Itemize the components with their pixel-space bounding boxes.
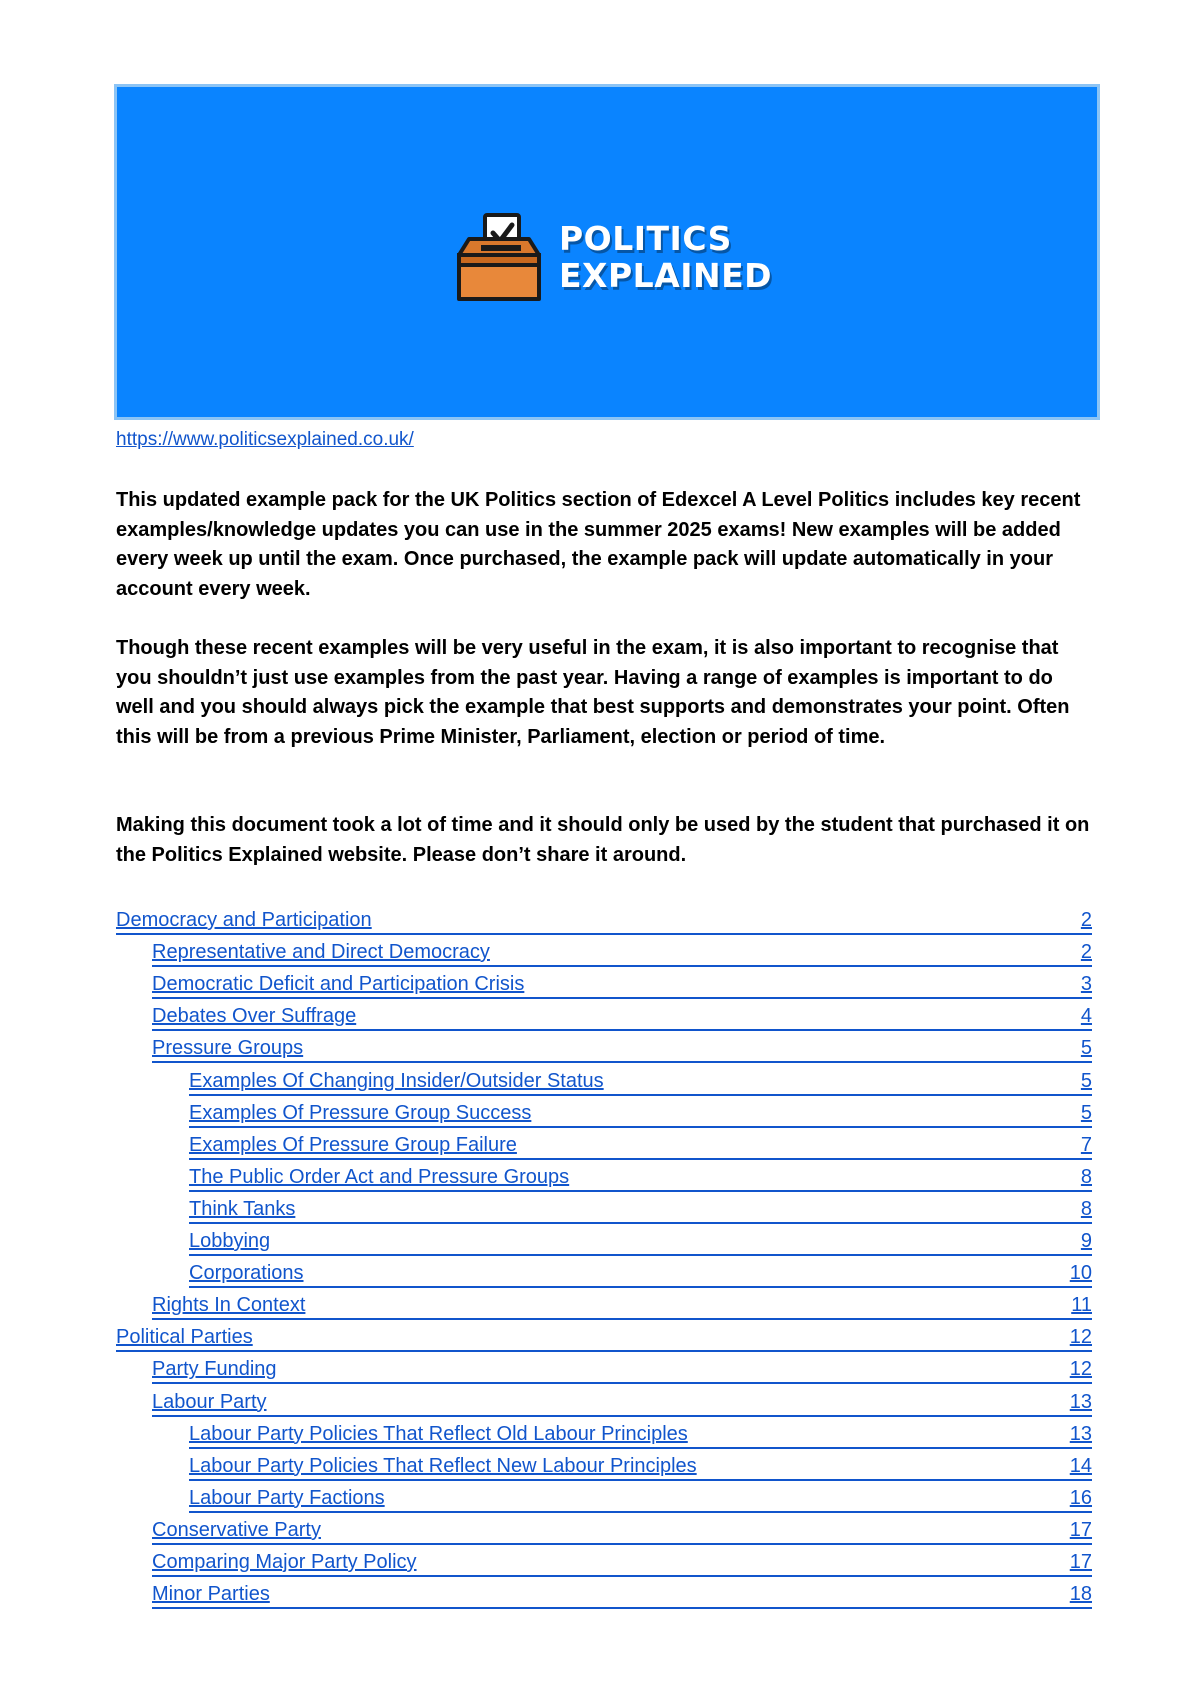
toc-entry-title: Comparing Major Party Policy: [152, 1551, 417, 1573]
toc-entry-page: 8: [1080, 1197, 1092, 1220]
toc-entry-title: Democracy and Participation: [116, 909, 372, 931]
toc-entry[interactable]: [116, 1321, 1092, 1352]
toc-entry-title: Debates Over Suffrage: [152, 1005, 357, 1028]
toc-entry-page: 5: [1080, 1037, 1092, 1060]
toc-entry-page: 13: [1069, 1422, 1092, 1445]
toc-entry-page: 16: [1069, 1486, 1092, 1509]
toc-entry[interactable]: [152, 968, 1092, 999]
toc-entry-page: 12: [1069, 1326, 1092, 1349]
toc-entry-page: 9: [1080, 1230, 1092, 1252]
toc-entry[interactable]: [189, 1418, 1092, 1449]
toc-entry-page: 2: [1080, 941, 1092, 964]
toc-entry-title: Labour Party Policies That Reflect Old Labour Principles: [189, 1422, 688, 1445]
toc-entry-title: Examples Of Changing Insider/Outsider Status: [189, 1069, 604, 1092]
toc-entry-page: 17: [1069, 1551, 1092, 1573]
toc-entry[interactable]: [189, 1097, 1092, 1128]
toc-entry-title: Corporations: [189, 1262, 304, 1285]
toc-entry-page: 18: [1069, 1583, 1092, 1606]
toc-entry[interactable]: [189, 1129, 1092, 1160]
toc-entry[interactable]: [152, 1514, 1092, 1545]
ballot-box-icon: [453, 211, 545, 303]
toc-entry-title: Democratic Deficit and Participation Crisis: [152, 973, 525, 996]
toc-entry[interactable]: [152, 1289, 1092, 1320]
toc-entry[interactable]: [189, 1257, 1092, 1288]
toc-entry[interactable]: [116, 904, 1092, 935]
toc-entry-title: Labour Party Factions: [189, 1486, 385, 1509]
toc-entry[interactable]: [152, 1000, 1092, 1031]
toc-entry[interactable]: [152, 1353, 1092, 1384]
toc-entry[interactable]: [189, 1065, 1092, 1096]
logo-line-2: EXPLAINED: [559, 256, 773, 295]
toc-entry-page: 8: [1080, 1165, 1092, 1188]
toc-entry-page: 5: [1080, 1069, 1092, 1092]
toc-entry[interactable]: [189, 1225, 1092, 1256]
toc-entry-page: 11: [1071, 1294, 1092, 1317]
toc-entry-page: 4: [1080, 1005, 1092, 1028]
toc-entry-title: Conservative Party: [152, 1518, 321, 1541]
toc-entry-title: Labour Party: [152, 1390, 267, 1413]
site-logo[interactable]: [453, 211, 772, 303]
toc-entry[interactable]: [189, 1482, 1092, 1513]
toc-entry-title: Political Parties: [116, 1326, 253, 1349]
toc-entry-page: 5: [1080, 1101, 1092, 1124]
advice-paragraph: Though these recent examples will be very useful in the exam, it is also important to recognise that you shouldn’t just use examples from the past year. Having a range of examples is important to do well and you should always pick the example that best supports and demonstrates your point. Often this will be from a previous Prime Minister, Parliament, election or period of time.: [116, 637, 1070, 748]
toc-entry-title: Examples Of Pressure Group Failure: [189, 1133, 517, 1156]
toc-entry-title: Pressure Groups: [152, 1037, 304, 1060]
toc-entry[interactable]: [189, 1450, 1092, 1481]
toc-entry[interactable]: [152, 1386, 1092, 1417]
toc-entry[interactable]: [152, 936, 1092, 967]
header-banner: [114, 84, 1100, 420]
toc-entry-page: 10: [1069, 1262, 1092, 1285]
toc-entry-title: The Public Order Act and Pressure Groups: [189, 1165, 570, 1188]
toc-entry-title: Rights In Context: [152, 1294, 306, 1317]
toc-entry-page: 12: [1069, 1358, 1092, 1381]
toc-entry-title: Representative and Direct Democracy: [152, 941, 490, 964]
notice-paragraph: Making this document took a lot of time and it should only be used by the student that purchased it on the Politics Explained website. Please don’t share it around.: [116, 814, 1090, 866]
toc-entry-page: 3: [1080, 973, 1092, 996]
toc-entry[interactable]: [152, 1546, 1092, 1577]
toc-entry-page: 2: [1080, 909, 1092, 931]
toc-entry-title: Examples Of Pressure Group Success: [189, 1101, 532, 1124]
toc-entry-title: Lobbying: [189, 1230, 271, 1252]
toc-entry-title: Party Funding: [152, 1358, 277, 1381]
toc-entry-page: 14: [1069, 1454, 1092, 1477]
toc-entry[interactable]: [152, 1032, 1092, 1063]
logo-line-1: POLITICS: [559, 219, 732, 258]
toc-entry-page: 13: [1069, 1390, 1092, 1413]
toc-entry[interactable]: [189, 1193, 1092, 1224]
logo-wordmark: [559, 220, 772, 294]
toc-entry[interactable]: [152, 1578, 1092, 1609]
toc-entry-title: Think Tanks: [189, 1197, 296, 1220]
toc-entry-title: Minor Parties: [152, 1583, 270, 1606]
intro-paragraph: This updated example pack for the UK Politics section of Edexcel A Level Politics includes key recent examples/knowledge updates you can use in the summer 2025 exams! New examples will be added every week up until the exam. Once purchased, the example pack will update automatically in your account every week.: [116, 489, 1081, 600]
toc-entry[interactable]: [189, 1161, 1092, 1192]
website-link[interactable]: https://www.politicsexplained.co.uk/: [116, 429, 414, 450]
toc-entry-page: 7: [1080, 1133, 1092, 1156]
toc-entry-title: Labour Party Policies That Reflect New Labour Principles: [189, 1454, 697, 1477]
toc-entry-page: 17: [1069, 1518, 1092, 1541]
